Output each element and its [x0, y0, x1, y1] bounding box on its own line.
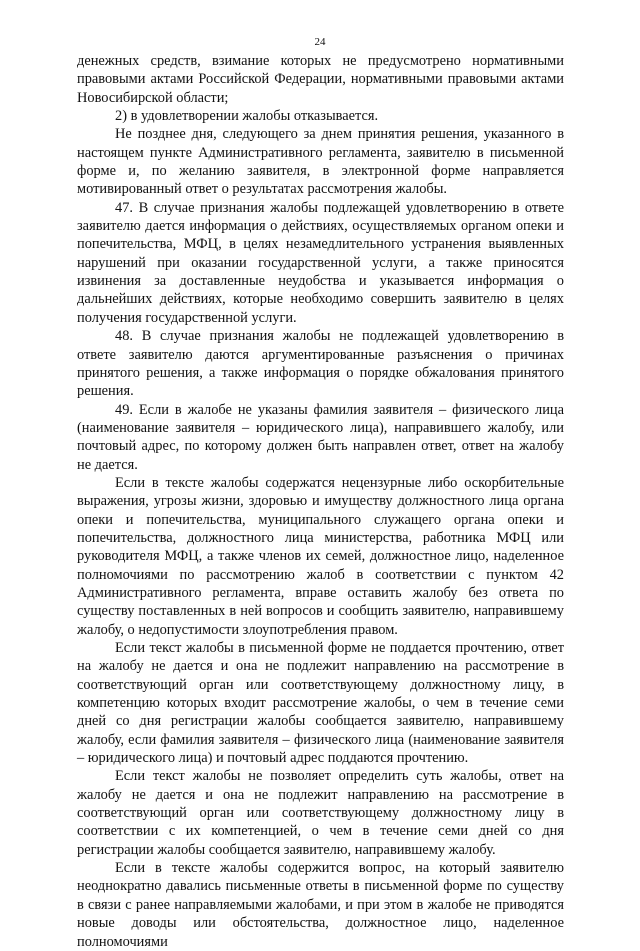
paragraph-undefined-essence: Если текст жалобы не позволяет определить суть жалобы, ответ на жалобу не дается и она не подлежит направлению на рассмотрение в соответствующий орган или соответствующему должностному лицу в соответствии с их компетенцией, о чем в течение семи дней со дня регистрации жалобы сообщается заявителю, направившему жалобу.	[77, 768, 564, 858]
paragraph-offensive-content: Если в тексте жалобы содержатся нецензурные либо оскорбительные выражения, угрозы жизни, здоровью и имуществу должностного лица органа опеки и попечительства, муниципального служащего органа опеки и попечительства, должностного лица министерства, работника МФЦ или руководителя МФЦ, а также членов их семей, должностное лицо, наделенное полномочиями по рассмотрению жалоб в соответствии с пунктом 42 Административного регламента, вправе оставить жалобу без ответа по существу поставленных в ней вопросов и сообщить заявителю, направившему жалобу, о недопустимости злоупотребления правом.	[77, 474, 564, 638]
page-number: 24	[314, 36, 326, 48]
paragraph-continuation: денежных средств, взимание которых не предусмотрено нормативными правовыми актами Российской Федерации, нормативными правовыми актами Новосибирской области;	[77, 53, 564, 106]
paragraph-repeated-question: Если в тексте жалобы содержится вопрос, на который заявителю неоднократно давались письменные ответы в письменной форме по существу в связи с ранее направляемыми жалобами, и при этом в жалобе не приводятся новые доводы или обстоятельства, должностное лицо, наделенное полномочиями	[77, 860, 564, 950]
paragraph-49: 49. Если в жалобе не указаны фамилия заявителя – физического лица (наименование заявителя – юридического лица), направившего жалобу, или почтовый адрес, по которому должен быть направлен ответ, ответ на жалобу не дается.	[77, 401, 564, 473]
paragraph-48: 48. В случае признания жалобы не подлежащей удовлетворению в ответе заявителю даются аргументированные разъяснения о причинах принятого решения, а также информация о порядке обжалования принятого решения.	[77, 328, 564, 400]
paragraph-response-deadline: Не позднее дня, следующего за днем принятия решения, указанного в настоящем пункте Административного регламента, заявителю в письменной форме и, по желанию заявителя, в электронной форме направляется мотивированный ответ о результатах рассмотрения жалобы.	[77, 126, 564, 198]
paragraph-refusal: 2) в удовлетворении жалобы отказывается.	[115, 108, 379, 125]
paragraph-unreadable-text: Если текст жалобы в письменной форме не поддается прочтению, ответ на жалобу не дается и она не подлежит направлению на рассмотрение в соответствующий орган или соответствующему должностному лицу, в компетенцию которых входит рассмотрение жалобы, о чем в течение семи дней со дня регистрации жалобы сообщается заявителю, направившему жалобу, если фамилия заявителя – физического лица (наименование заявителя – юридического лица) и почтовый адрес поддаются прочтению.	[77, 640, 564, 767]
paragraph-47: 47. В случае признания жалобы подлежащей удовлетворению в ответе заявителю дается информация о действиях, осуществляемых органом опеки и попечительства, МФЦ, в целях незамедлительного устранения выявленных нарушений при оказании государственной услуги, а также приносятся извинения за доставленные неудобства и указывается информация о дальнейших действиях, которые необходимо совершить заявителю в целях получения государственной услуги.	[77, 199, 564, 326]
document-body	[77, 52, 564, 951]
